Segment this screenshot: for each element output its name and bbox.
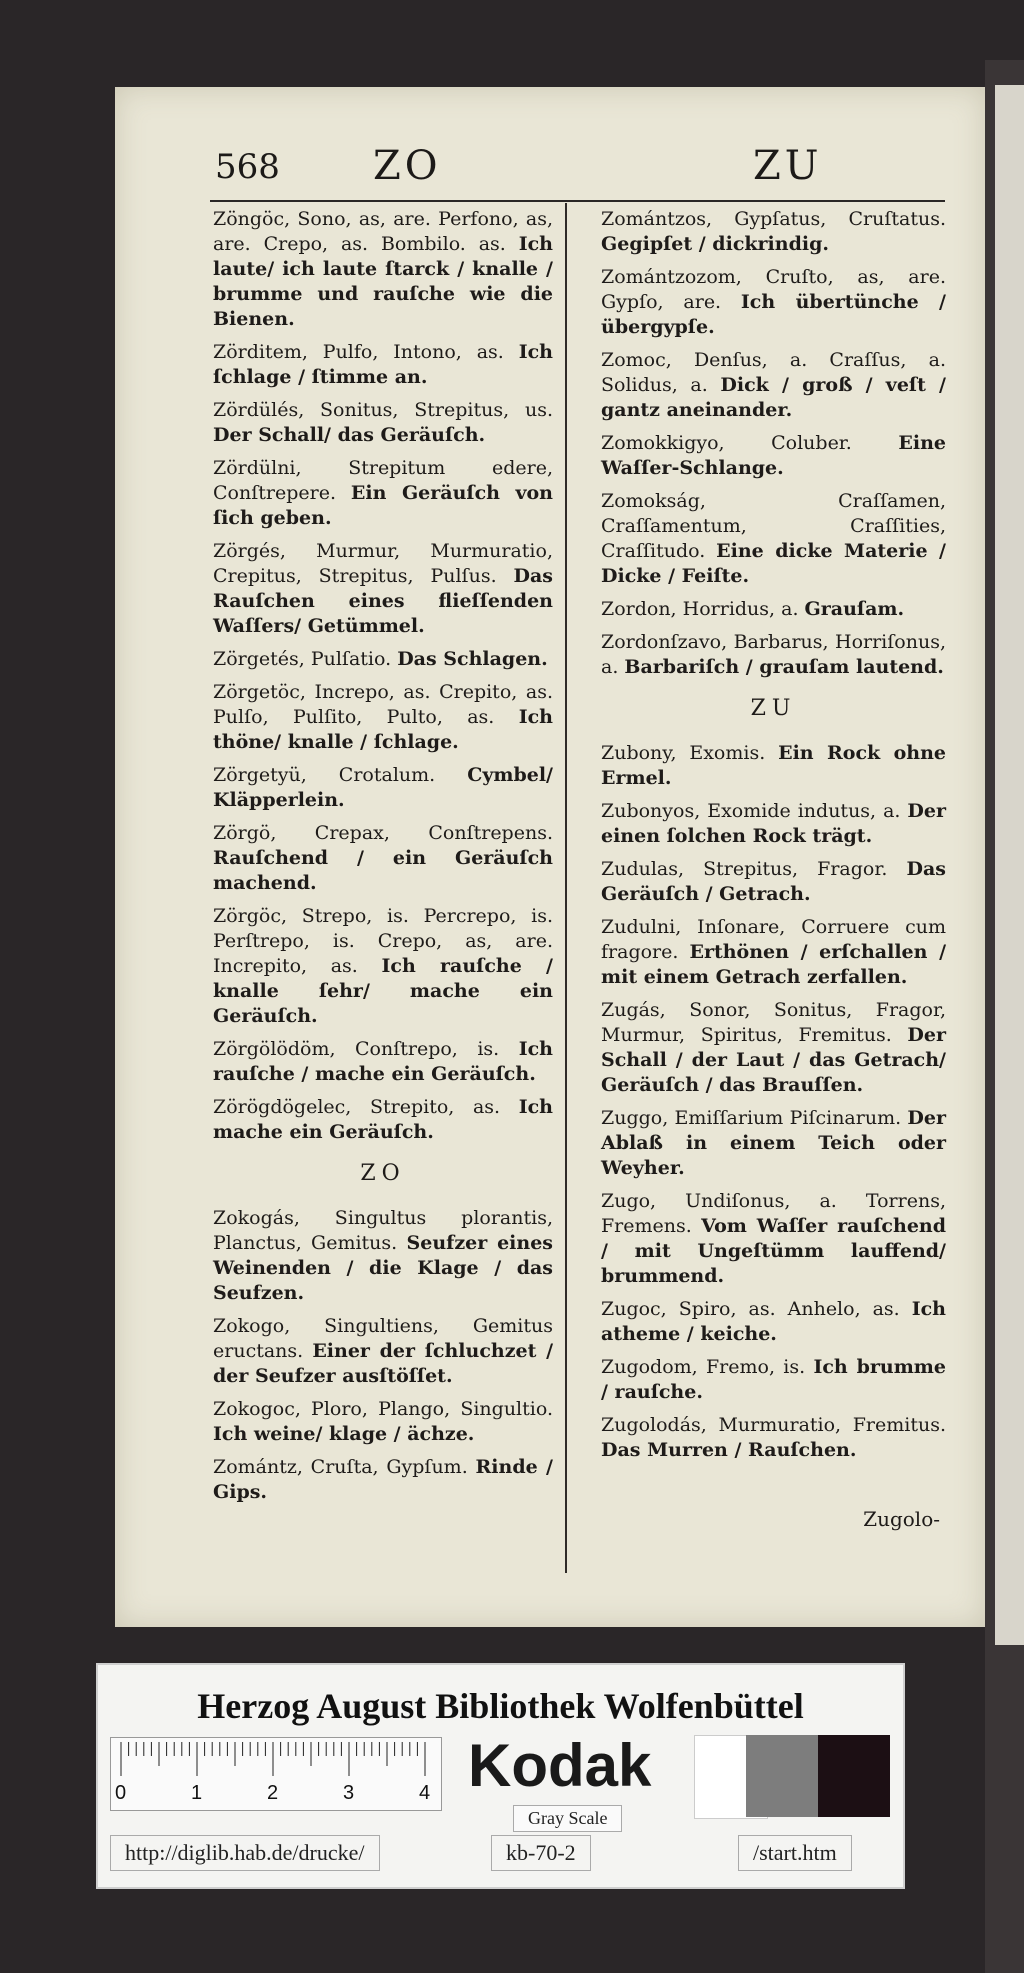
kodak-logo: Kodak (468, 1732, 652, 1799)
entry-german-gloss: Eine dicke Materie / Dicke / Feiſte. (601, 540, 946, 587)
entry-headword: Zokogás, Singultus plorantis, Planctus, Gemitus. (213, 1207, 553, 1254)
ruler-number: 3 (343, 1782, 355, 1804)
entry-headword: Zördülés, Sonitus, Strepitus, us. (213, 399, 553, 421)
scale-ruler (110, 1737, 442, 1811)
entry-german-gloss: Einer der ſchluchzet / der Seufzer ausſtöſſet. (213, 1340, 554, 1387)
dictionary-entry (601, 915, 946, 990)
entry-german-gloss: Gegipſet / dickrindig. (601, 233, 829, 255)
dictionary-entry (601, 998, 946, 1098)
entry-german-gloss: Ich atheme / keiche. (601, 1298, 946, 1345)
entry-headword: Zugás, Sonor, Sonitus, Fragor, Murmur, Spiritus, Fremitus. (601, 999, 946, 1046)
entry-german-gloss: Ich laute/ ich laute ſtarck / knalle / brumme und rauſche wie die Bienen. (213, 233, 553, 330)
entry-headword: Zugodom, Fremo, is. (601, 1356, 814, 1378)
entry-headword: Zörgetés, Pulſatio. (213, 648, 398, 670)
url-end: /start.htm (738, 1835, 852, 1871)
entry-headword: Zugolodás, Murmuratio, Fremitus. (601, 1414, 946, 1436)
gray-swatch (746, 1735, 818, 1817)
header-rule (210, 200, 945, 202)
dictionary-entry (601, 1297, 946, 1347)
book-page (115, 87, 985, 1627)
next-page-edge (995, 85, 1024, 1645)
entry-headword: Zörgö, Crepax, Conſtrepens. (213, 822, 553, 844)
entry-headword: Zörgetöc, Increpo, as. Crepito, as. Pulſo, Pulſito, Pulto, as. (213, 681, 553, 728)
entry-headword: Zörgés, Murmur, Murmuratio, Crepitus, Strepitus, Pulſus. (213, 540, 553, 587)
entry-headword: Zomántz, Cruſta, Gypſum. (213, 1456, 476, 1478)
entry-german-gloss: Das Schlagen. (397, 648, 548, 670)
entry-german-gloss: Ich weine/ klage / ächze. (213, 1423, 475, 1445)
library-color-card (96, 1663, 905, 1889)
entry-headword: Zubonyos, Exomide indutus, a. (601, 800, 908, 822)
entry-headword: Zokogoc, Ploro, Plango, Singultio. (213, 1398, 553, 1420)
entry-german-gloss: Der Schall/ das Geräuſch. (213, 424, 486, 446)
dictionary-entry (601, 857, 946, 907)
entry-german-gloss: Dick / groß / veſt / gantz aneinander. (601, 374, 946, 421)
entry-headword: Zomoc, Denſus, a. Craſſus, a. Solidus, a. (601, 349, 946, 396)
entry-german-gloss: Das Geräuſch / Getrach. (601, 858, 946, 905)
dictionary-entry (601, 597, 946, 622)
entry-headword: Zöngöc, Sono, as, are. Perfono, as, are. Crepo, as. Bombilo. as. (213, 208, 553, 255)
entry-german-gloss: Eine Waſſer-Schlange. (601, 432, 946, 479)
right-entries (601, 207, 946, 680)
black-swatch (818, 1735, 890, 1817)
entry-german-gloss: Grauſam. (804, 598, 905, 620)
entry-headword: Zugo, Undiſonus, a. Torrens, Fremens. (601, 1190, 946, 1237)
ruler-number: 0 (115, 1782, 127, 1804)
dictionary-entry (213, 1095, 553, 1145)
entry-german-gloss: Ich mache ein Geräuſch. (213, 1096, 553, 1143)
left-entries-2 (213, 1206, 553, 1505)
entry-headword: Zokogo, Singultiens, Gemitus eructans. (213, 1315, 553, 1362)
left-running-head: ZO (373, 143, 442, 189)
dictionary-entry (601, 489, 946, 589)
dictionary-entry (601, 741, 946, 791)
ruler-number: 1 (191, 1782, 203, 1804)
entry-headword: Zomokság, Craſſamen, Craſſamentum, Craſſities, Craſſitudo. (601, 490, 946, 562)
page-header (115, 143, 985, 197)
dictionary-entry (213, 1206, 553, 1306)
right-running-head: ZU (753, 143, 823, 189)
entry-german-gloss: Barbariſch / grauſam lautend. (624, 656, 944, 678)
entry-headword: Zomántzozom, Cruſto, as, are. Gypſo, are. (601, 266, 946, 313)
dictionary-entry (213, 456, 553, 531)
entry-headword: Zördülni, Strepitum edere, Conſtrepere. (213, 457, 553, 504)
dictionary-entry (213, 1314, 553, 1389)
entry-headword: Zuggo, Emiſſarium Piſcinarum. (601, 1107, 908, 1129)
dictionary-entry (213, 1455, 553, 1505)
entry-german-gloss: Ich brumme / rauſche. (601, 1356, 946, 1403)
ruler-number: 2 (267, 1782, 279, 1804)
entry-german-gloss: Der Ablaß in einem Teich oder Weyher. (601, 1107, 946, 1179)
right-entries-2 (601, 741, 946, 1463)
dictionary-entry (601, 799, 946, 849)
entry-german-gloss: Das Rauſchen eines flieſſenden Waſſers/ Getümmel. (213, 565, 553, 637)
dictionary-entry (601, 207, 946, 257)
entry-german-gloss: Vom Waſſer rauſchend / mit Ungeſtümm lauffend/ brummend. (601, 1215, 947, 1287)
entry-headword: Zomántzos, Gypſatus, Cruſtatus. (601, 208, 946, 230)
right-section-heading: ZU (750, 696, 797, 721)
entry-headword: Zudulni, Inſonare, Corruere cum fragore. (601, 916, 946, 963)
dictionary-entry (601, 1106, 946, 1181)
dictionary-entry (213, 763, 553, 813)
entry-german-gloss: Der Schall / der Laut / das Getrach/ Geräuſch / das Brauſſen. (601, 1024, 946, 1096)
entry-headword: Zudulas, Strepitus, Fragor. (601, 858, 907, 880)
left-column (213, 207, 553, 1513)
entry-german-gloss: Ich ſchlage / ſtimme an. (213, 341, 553, 388)
entry-german-gloss: Erthönen / erſchallen / mit einem Getrach zerfallen. (601, 941, 947, 988)
ruler-ticks-icon (117, 1740, 435, 1778)
dictionary-entry (213, 680, 553, 755)
dictionary-entry (601, 431, 946, 481)
dictionary-entry (601, 348, 946, 423)
entry-headword: Zordonſzavo, Barbarus, Horriſonus, a. (601, 631, 946, 678)
dictionary-entry (601, 1413, 946, 1463)
entry-german-gloss: Ich rauſche / knalle ſehr/ mache ein Geräuſch. (213, 955, 553, 1027)
dictionary-entry (213, 1037, 553, 1087)
entry-german-gloss: Cymbel/ Kläpperlein. (213, 764, 553, 811)
entry-headword: Zörditem, Pulfo, Intono, as. (213, 341, 519, 363)
entry-german-gloss: Ich übertünche / übergypſe. (601, 291, 946, 338)
entry-headword: Zubony, Exomis. (601, 742, 779, 764)
dictionary-entry (213, 207, 553, 332)
library-name: Herzog August Bibliothek Wolfenbüttel (197, 1686, 804, 1726)
entry-german-gloss: Seufzer eines Weinenden / die Klage / das Seufzen. (213, 1232, 553, 1304)
entry-headword: Zugoc, Spiro, as. Anhelo, as. (601, 1298, 912, 1320)
dictionary-entry (213, 647, 553, 672)
dictionary-entry (601, 1355, 946, 1405)
entry-headword: Zomokkigyo, Coluber. (601, 432, 899, 454)
dictionary-entry (601, 1189, 946, 1289)
dictionary-entry (213, 1397, 553, 1447)
entry-headword: Zörögdögelec, Strepito, as. (213, 1096, 519, 1118)
right-column (601, 207, 946, 1471)
entry-german-gloss: Rauſchend / ein Geräuſch machend. (213, 847, 553, 894)
entry-german-gloss: Das Murren / Rauſchen. (601, 1439, 857, 1461)
entry-headword: Zörgetyü, Crotalum. (213, 764, 468, 786)
dictionary-entry (213, 821, 553, 896)
entry-german-gloss: Rinde / Gips. (213, 1456, 553, 1503)
dictionary-entry (213, 340, 553, 390)
entry-german-gloss: Ein Geräuſch von ſich geben. (213, 482, 553, 529)
column-divider (565, 203, 567, 1573)
entry-headword: Zordon, Horridus, a. (601, 598, 805, 620)
dictionary-entry (213, 398, 553, 448)
entry-german-gloss: Ein Rock ohne Ermel. (601, 742, 946, 789)
dictionary-entry (601, 630, 946, 680)
catchword: Zugolo- (863, 1507, 940, 1531)
entry-headword: Zörgöc, Strepo, is. Percrepo, is. Perſtrepo, is. Crepo, as, are. Increpito, as. (213, 905, 553, 977)
shelfmark: kb-70-2 (491, 1835, 591, 1871)
url-base: http://diglib.hab.de/drucke/ (110, 1835, 380, 1871)
entry-headword: Zörgölödöm, Conſtrepo, is. (213, 1038, 519, 1060)
dictionary-entry (213, 904, 553, 1029)
dictionary-entry (601, 265, 946, 340)
entry-german-gloss: Ich thöne/ knalle / ſchlage. (213, 706, 553, 753)
gray-scale-label: Gray Scale (513, 1805, 622, 1832)
left-entries (213, 207, 553, 1145)
entry-german-gloss: Ich rauſche / mache ein Geräuſch. (213, 1038, 553, 1085)
left-section-heading: ZO (360, 1161, 406, 1186)
page-number: 568 (215, 147, 280, 187)
dictionary-entry (213, 539, 553, 639)
ruler-number: 4 (419, 1782, 431, 1804)
entry-german-gloss: Der einen ſolchen Rock trägt. (601, 800, 946, 847)
